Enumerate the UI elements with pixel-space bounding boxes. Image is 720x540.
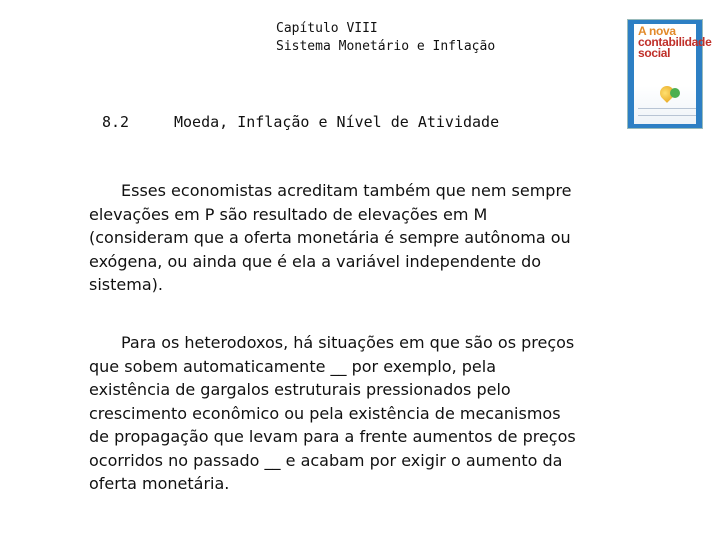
section-number: 8.2 xyxy=(102,113,130,131)
paragraph-1 xyxy=(89,179,649,297)
chapter-subtitle: Sistema Monetário e Inflação xyxy=(276,39,496,54)
paragraph-line: elevações em P são resultado de elevações em M xyxy=(89,204,488,224)
paragraph-line: que sobem automaticamente __ por exemplo, pela xyxy=(89,356,496,376)
book-cover-emblem-icon xyxy=(670,88,680,98)
paragraph-2 xyxy=(89,331,649,496)
book-cover-panel xyxy=(634,24,712,124)
paragraph-line: oferta monetária. xyxy=(89,474,230,493)
paragraph-line: ocorridos no passado __ e acabam por exigir o aumento da xyxy=(89,450,563,470)
chapter-label: Capítulo VIII xyxy=(276,21,378,36)
paragraph-line: crescimento econômico ou pela existência de mecanismos xyxy=(89,403,561,423)
paragraph-line: sistema). xyxy=(89,275,163,294)
section-title: Moeda, Inflação e Nível de Atividade xyxy=(174,113,500,131)
paragraph-line: (consideram que a oferta monetária é sempre autônoma ou xyxy=(89,228,571,247)
paragraph-line: Para os heterodoxos, há situações em que são os preços xyxy=(121,333,575,352)
book-cover-authors-band xyxy=(638,108,696,116)
book-cover-title: A nova contabilidade social xyxy=(638,24,712,60)
paragraph-line: exógena, ou ainda que é ela a variável independente do xyxy=(89,251,542,271)
paragraph-line: existência de gargalos estruturais pressionados pelo xyxy=(89,380,511,399)
paragraph-line: Esses economistas acreditam também que nem sempre xyxy=(121,181,572,200)
paragraph-line: de propagação que levam para a frente aumentos de preços xyxy=(89,427,576,446)
slide-header xyxy=(276,20,495,56)
book-cover-image xyxy=(627,19,712,129)
